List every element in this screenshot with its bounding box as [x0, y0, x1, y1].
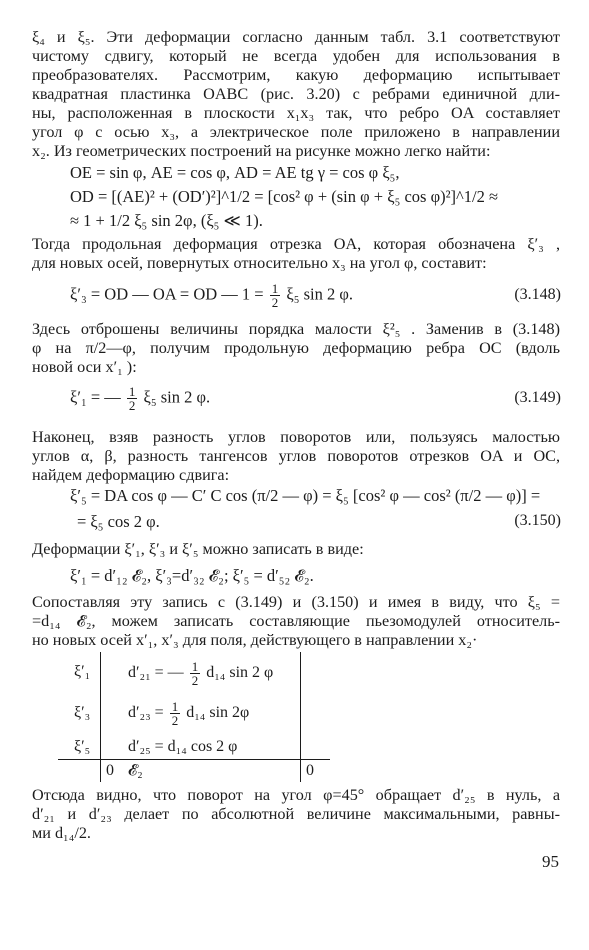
fraction-numerator: 1 [171, 699, 179, 714]
text-line: =d₁₄ 𝓔₂, можем записать составляющие пьезомодулей относитель- [32, 612, 560, 630]
formula-lhs: d′₂₁ = — [128, 664, 184, 682]
formula-rhs: d₁₄ sin 2 φ [206, 664, 274, 682]
text-line: квадратная пластинка OABC (рис. 3.20) с ребрами единичной дли- [32, 85, 560, 103]
table-row-formula [128, 660, 273, 687]
text-line: Деформации ξ′₁, ξ′₃ и ξ′₅ можно записать в виде: [32, 540, 364, 558]
text-line: ми d₁₄/2. [32, 824, 91, 842]
table-vertical-rule [300, 652, 301, 782]
formula-rhs: d₁₄ sin 2φ [186, 704, 250, 722]
table-row-xi: ξ′₁ [74, 663, 91, 680]
equation-piezo-relations: ξ′₁ = d′₁₂ 𝓔₂, ξ′₃=d′₃₂ 𝓔₂; ξ′₅ = d′₅₂ 𝓔₂. [70, 566, 314, 585]
paragraph-comparison [32, 593, 560, 650]
equation-lhs: ξ′₁ = — [70, 387, 121, 407]
table-row-xi: ξ′₅ [74, 738, 91, 755]
fraction [190, 660, 201, 687]
text-line: Отсюда видно, что поворот на угол φ=45° обращает d′₂₅ в нуль, а [32, 786, 560, 804]
table-row-formula [128, 700, 249, 727]
text-line: новой оси x′₁ ): [32, 358, 137, 376]
equation-lhs: ξ′₃ = OD — OA = OD — 1 = [70, 284, 264, 304]
table-row-xi: ξ′₃ [74, 704, 91, 721]
text-line: но новых осей x′₁, x′₃ для поля, действующего в направлении x₂· [32, 631, 478, 649]
fraction [270, 282, 281, 309]
fraction-denominator: 2 [271, 295, 279, 310]
fraction-numerator: 1 [128, 384, 136, 399]
formula-lhs: d′₂₅ = d₁₄ cos 2 φ [128, 738, 238, 755]
text-line: Тогда продольная деформация отрезка OA, которая обозначена ξ′₃ , [32, 235, 560, 253]
fraction-denominator: 2 [191, 673, 199, 688]
equation-3-149 [70, 385, 210, 412]
paragraph-shear [32, 428, 560, 485]
equation-3-150-line-1: ξ′₅ = DA cos φ — C′ C cos (π/2 — φ) = ξ₅ [cos² φ — cos² (π/2 — φ)] = [70, 486, 541, 505]
equation-number: (3.149) [514, 389, 561, 406]
equation-number: (3.150) [514, 512, 561, 529]
text-line: Сопоставляя эту запись с (3.149) и (3.150) и имея в виду, что ξ₅ = [32, 593, 560, 611]
text-line: Здесь отброшены величины порядка малости ξ²₅ . Заменив в (3.148) [32, 320, 560, 338]
paragraph-deformations [32, 540, 560, 559]
table-horizontal-rule [58, 759, 330, 760]
text-line: преобразователях. Рассмотрим, какую деформацию испытывает [32, 66, 560, 84]
table-row-formula [128, 738, 237, 756]
page-number: 95 [542, 852, 559, 871]
equation-geometry-line-3: ≈ 1 + 1/2 ξ₅ sin 2φ, (ξ₅ ≪ 1). [70, 211, 263, 230]
table-vertical-rule [100, 652, 101, 782]
equation-3-150-line-2: = ξ₅ cos 2 φ. [77, 512, 160, 531]
table-footer-mid: 𝓔₂ [128, 762, 143, 779]
text-line: чистому сдвигу, который не всегда удобен для использования в [32, 47, 560, 65]
paragraph-longitudinal [32, 235, 560, 273]
text-line: x₂. Из геометрических построений на рисунке можно легко найти: [32, 142, 491, 160]
equation-number: (3.148) [514, 286, 561, 303]
text-line: для новых осей, повернутых относительно x₃ на угол φ, составит: [32, 254, 487, 272]
text-line: ны, расположенная в плоскости x₁x₃ так, что ребро OA составляет [32, 104, 560, 122]
text-line: углов α, β, разность тангенсов углов поворотов отрезков OA и OC, [32, 447, 560, 465]
text-line: угол φ с осью x₃, а электрическое поле приложено в направлении [32, 123, 560, 141]
equation-geometry-line-2: OD = [(AE)² + (OD′)²]^1/2 = [cos² φ + (sin φ + ξ₅ cos φ)²]^1/2 ≈ [70, 187, 499, 206]
fraction-denominator: 2 [171, 713, 179, 728]
text-line: Наконец, взяв разность углов поворотов или, пользуясь малостью [32, 428, 560, 446]
table-footer-right: 0 [306, 762, 314, 779]
equation-3-148 [70, 282, 353, 309]
fraction [127, 385, 138, 412]
text-line: d′₂₁ и d′₂₃ делает по абсолютной величине максимальными, равны- [32, 805, 560, 823]
fraction [170, 700, 181, 727]
equation-geometry-line-1: OE = sin φ, AE = cos φ, AD = AE tg γ = cos φ ξ₅, [70, 163, 400, 182]
fraction-denominator: 2 [128, 398, 136, 413]
equation-rhs: ξ₅ sin 2 φ. [286, 284, 353, 304]
text-line: найдем деформацию сдвига: [32, 466, 230, 484]
paragraph-conclusion [32, 786, 560, 843]
text-line: ξ₄ и ξ₅. Эти деформации согласно данным табл. 3.1 соответствуют [32, 28, 560, 46]
fraction-numerator: 1 [271, 281, 279, 296]
text-line: φ на π/2—φ, получим продольную деформацию ребра OC (вдоль [32, 339, 560, 357]
table-footer-left: 0 [106, 762, 114, 779]
paragraph-neglect [32, 320, 560, 377]
formula-lhs: d′₂₃ = [128, 704, 164, 722]
fraction-numerator: 1 [191, 659, 199, 674]
equation-rhs: ξ₅ sin 2 φ. [143, 387, 211, 407]
paragraph-intro [32, 28, 560, 161]
